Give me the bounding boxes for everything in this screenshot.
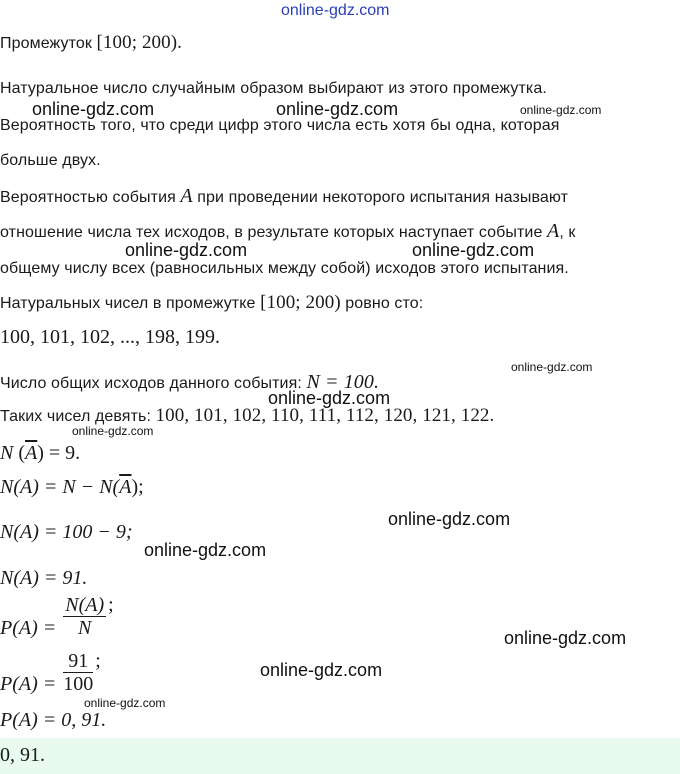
event-var-2: A	[547, 220, 560, 242]
formula-pa-definition: P(A) = $\frac{N(A)}{N}$ ;	[0, 594, 114, 640]
paragraph-select: Натуральное число случайным образом выбирают из этого промежутка.	[0, 80, 547, 97]
watermark: online-gdz.com	[388, 509, 511, 529]
nine-numbers-list: 100, 101, 102, 110, 111, 112, 120, 121, 122.	[155, 405, 495, 426]
watermark: online-gdz.com	[144, 540, 267, 560]
watermark: online-gdz.com	[412, 240, 535, 260]
answer-box	[0, 738, 680, 774]
watermark: online-gdz.com	[72, 424, 154, 438]
interval-label: Промежуток	[0, 35, 92, 52]
watermark: online-gdz.com	[84, 696, 166, 710]
interval-line	[0, 33, 182, 54]
watermark: online-gdz.com	[268, 388, 391, 408]
count-line	[0, 293, 423, 314]
answer-value: 0, 91.	[0, 744, 45, 766]
formula-na-result: N(A) = 91.	[0, 567, 88, 589]
formula-na-difference: $N(A) = N - N(\overline{A})$;	[0, 476, 144, 498]
count-interval: [100; 200)	[260, 292, 341, 313]
fraction-na-over-n	[63, 594, 106, 639]
formula-n-not-a-value: ) = 9.	[37, 442, 81, 464]
interval-value: [100; 200).	[96, 32, 183, 53]
formula-na-subst: N(A) = 100 − 9;	[0, 521, 133, 543]
event-var-1: A	[180, 185, 193, 207]
watermark: online-gdz.com	[125, 240, 248, 260]
formula-n-not-a: N $(\overline{A}) = 9$.	[0, 442, 81, 464]
watermark: online-gdz.com	[520, 103, 602, 117]
fraction-numerator: N(A)	[65, 594, 105, 616]
fraction-91-over-100	[63, 650, 93, 695]
watermark: online-gdz.com	[504, 628, 627, 648]
fraction-denominator: N	[78, 617, 92, 639]
total-outcomes-eq: N = 100.	[306, 371, 380, 393]
sequence-line: 100, 101, 102, ..., 198, 199.	[0, 326, 220, 348]
count-text-2: ровно сто:	[345, 295, 424, 312]
watermark: online-gdz.com	[32, 99, 155, 119]
definition-text-1: Вероятностью события	[0, 189, 176, 206]
watermark: online-gdz.com	[260, 660, 383, 680]
definition-line-1	[0, 186, 568, 208]
definition-text-2: при проведении некоторого испытания называют	[197, 189, 569, 206]
count-text-1: Натуральных чисел в промежутке	[0, 295, 256, 312]
formula-na-difference-end: );	[131, 476, 144, 498]
nine-numbers-label: Таких чисел девять:	[0, 408, 151, 425]
formula-pa-numeric: P(A) = $\frac{91}{100}$ ;	[0, 650, 101, 696]
definition-text-4: , к	[559, 224, 576, 241]
watermark-top: online-gdz.com	[281, 2, 390, 19]
formula-pa-lhs-2: P(A) =	[0, 673, 57, 696]
formula-pa-lhs: P(A) =	[0, 617, 57, 640]
formula-na-difference-text: N(A) = N − N(	[0, 476, 120, 498]
fraction-numerator-91: 91	[63, 650, 93, 673]
total-outcomes-label: Число общих исходов данного события:	[0, 375, 302, 392]
watermark: online-gdz.com	[511, 360, 593, 374]
paragraph-probability-b: больше двух.	[0, 152, 101, 169]
formula-pa-result: P(A) = 0, 91.	[0, 709, 107, 731]
definition-line-3: общему числу всех (равносильных между собой) исходов этого испытания.	[0, 260, 569, 277]
fraction-denominator-100: 100	[63, 673, 94, 695]
watermark: online-gdz.com	[276, 99, 399, 119]
definition-text-3: отношение числа тех исходов, в результате которых наступает событие	[0, 224, 543, 241]
paragraph-probability-a: Вероятность того, что среди цифр этого числа есть хотя бы одна, которая	[0, 117, 560, 134]
